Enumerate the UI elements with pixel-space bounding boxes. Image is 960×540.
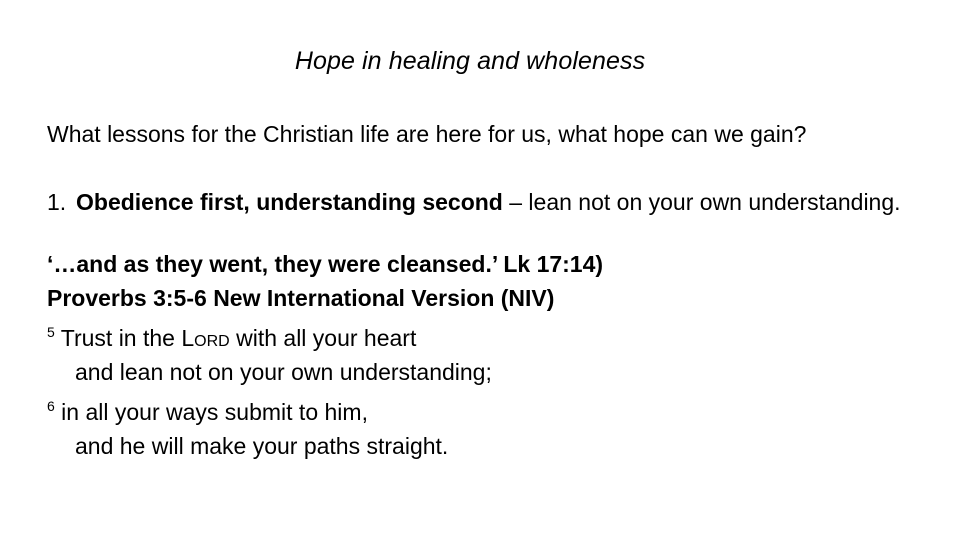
verse-text: with all your heart [229,325,417,351]
verse-number: 6 [47,398,55,414]
verse-6-line-2: and he will make your paths straight. [75,433,449,459]
slide-title: Hope in healing and wholeness [294,47,646,75]
verse-6-line-1 [47,389,927,429]
scripture-reference: Proverbs 3:5-6 New International Version (NIV) [47,285,555,311]
verse-6 [47,389,927,463]
list-item [47,185,927,219]
verse-5 [47,315,927,389]
list-item-number: 1. [47,189,67,215]
verse-text: in all your ways submit to him, [54,399,368,425]
slide-body [47,117,927,463]
lord-small-caps: Lord [181,325,230,351]
verse-5-line-1 [47,315,927,355]
list-item-rest-text: – lean not on your own understanding. [502,189,901,215]
verse-number: 5 [47,324,55,340]
list-item-bold-text: Obedience first, understanding second [76,189,503,215]
verse-text: Trust in the [54,325,182,351]
list-item-text [76,185,927,219]
verse-5-line-2: and lean not on your own understanding; [75,359,492,385]
intro-text: What lessons for the Christian life are here for us, what hope can we gain? [47,121,807,147]
scripture-quote: ‘…and as they went, they were cleansed.’ Lk 17:14) [47,251,604,277]
